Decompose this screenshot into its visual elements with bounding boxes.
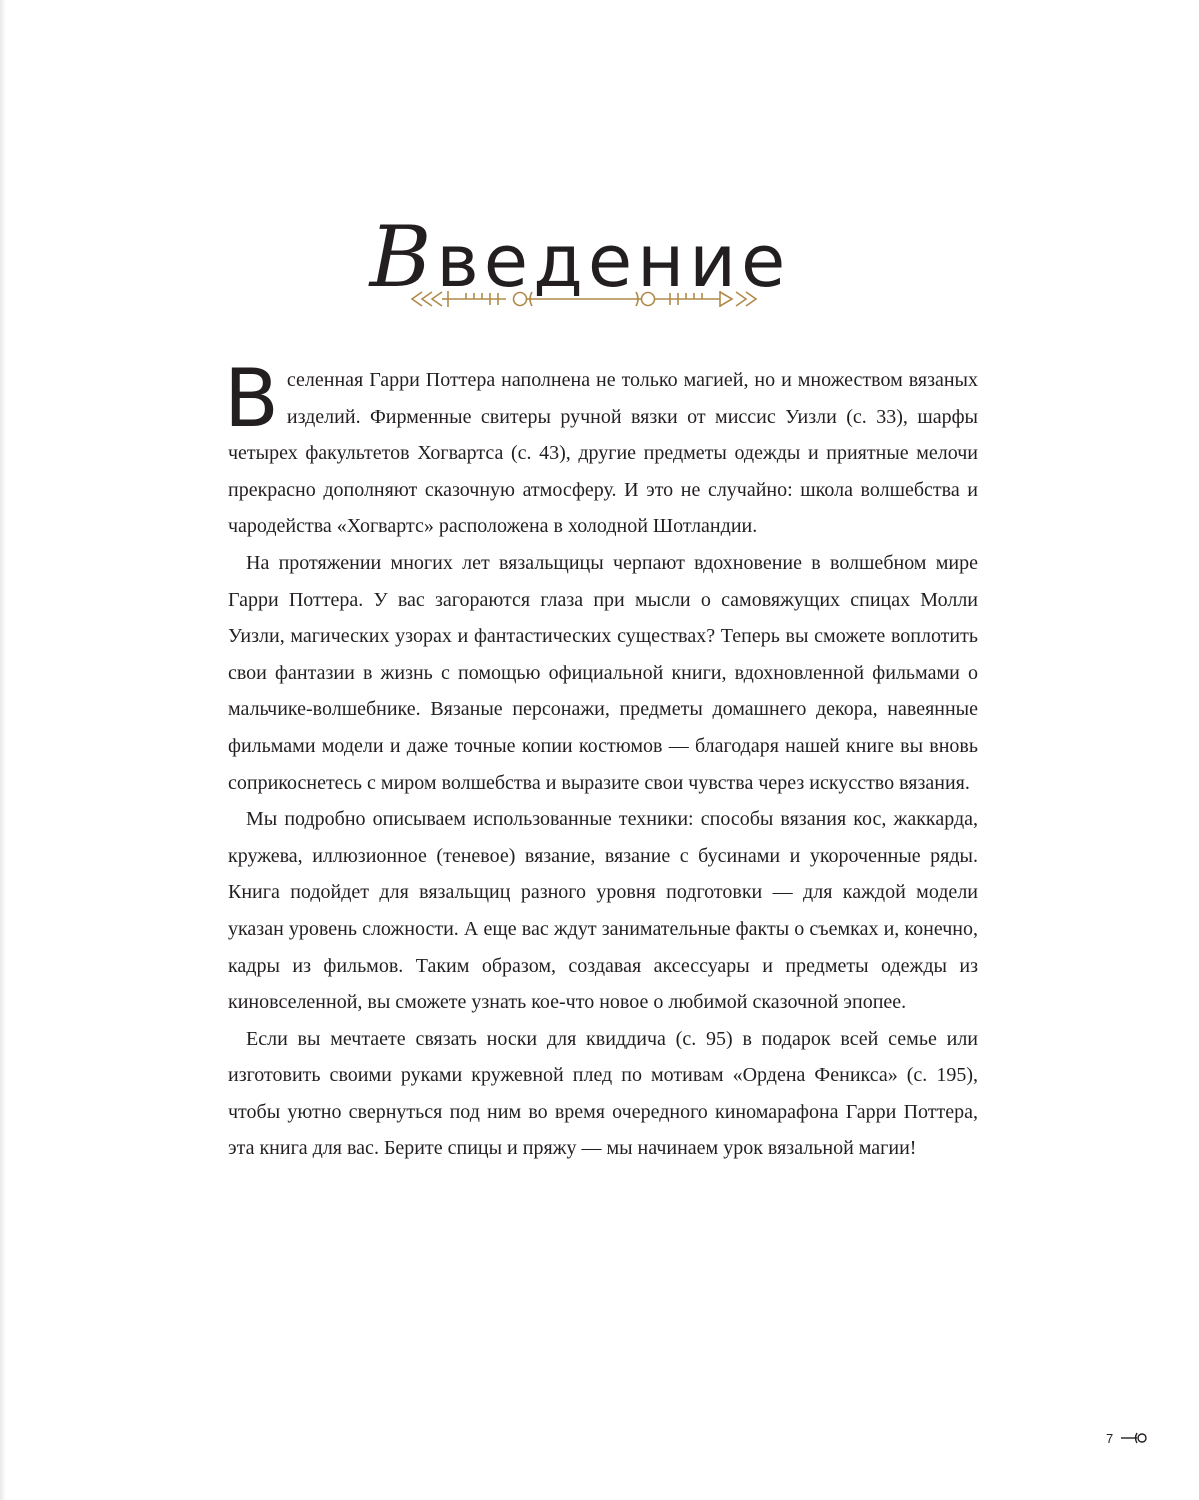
paragraph-2: На протяжении многих лет вязальщицы черпают вдохновение в волшебном мире Гарри Поттера. У вас загораются глаза при мысли о самовяжущих спицах Молли Уизли, магических узорах и фантастических существах? Теперь вы сможете воплотить свои фантазии в жизнь с помощью официальной книги, вдохновленной фильмами о мальчике-волшебнике. Вязаные персонажи, предметы домашнего декора, навеянные фильмами модели и даже точные копии костюмов — благодаря нашей книге вы вновь соприкоснетесь с миром волшебства и выразите свои чувства через искусство вязания. (228, 551, 978, 794)
page-number: 7 (1106, 1430, 1114, 1446)
title-rest: ведение (436, 219, 791, 304)
body-text (224, 352, 978, 1167)
page-folio (1106, 1426, 1149, 1450)
decorative-arrow-divider-icon (408, 288, 760, 310)
paragraph-1 (224, 352, 978, 545)
paragraph-1-text: селенная Гарри Поттера наполнена не только магией, но и множеством вязаных изделий. Фирменные свитеры ручной вязки от миссис Уизли (с. 33), шарфы четырех факультетов Хогвартса (с. 43), другие предметы одежды и приятные мелочи прекрасно дополняют сказочную атмосферу. И это не случайно: школа волшебства и чародейства «Хогвартс» расположена в холодной Шотландии. (228, 369, 978, 538)
title-initial: В (369, 208, 437, 307)
paragraph-4: Если вы мечтаете связать носки для квиддича (с. 95) в подарок всей семье или изготовить своими руками кружевной плед по мотивам «Ордена Феникса» (с. 195), чтобы уютно свернуться под ним во время очередного киномарафона Гарри Поттера, эта книга для вас. Берите спицы и пряжу — мы начинаем урок вязальной магии! (228, 1027, 978, 1160)
drop-cap: В (224, 352, 279, 445)
paragraph-3: Мы подробно описываем использованные техники: способы вязания кос, жаккарда, кружева, иллюзионное (теневое) вязание, вязание с бусинами и укороченные ряды. Книга подойдет для вязальщиц разного уровня подготовки — для каждой модели указан уровень сложности. А еще вас ждут занимательные факты о съемках и, конечно, кадры из фильмов. Таким образом, создавая аксессуары и предметы одежды из киновселенной, вы сможете узнать кое-что новое о любимой сказочной эпопее. (228, 808, 978, 1014)
page-arrow-icon (1121, 1431, 1149, 1445)
